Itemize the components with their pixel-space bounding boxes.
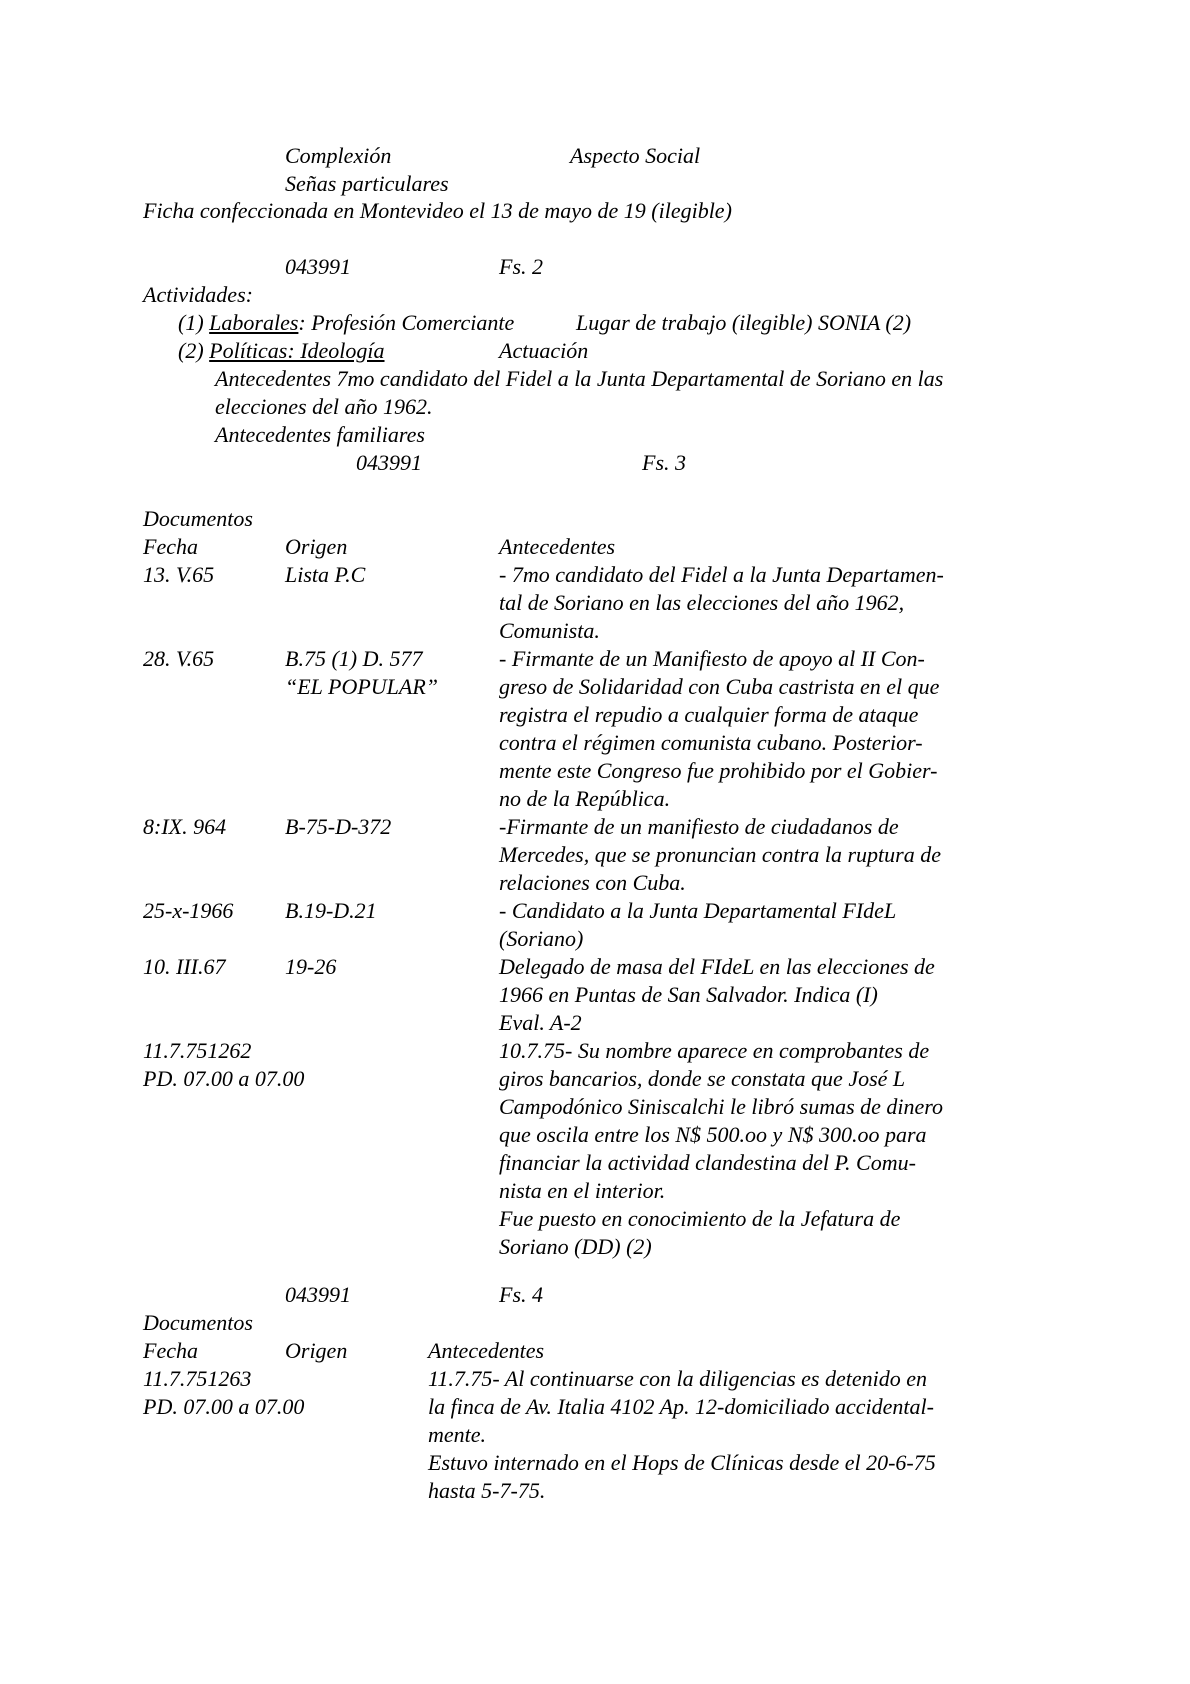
file-number: 043991 xyxy=(285,1282,351,1307)
record-text-line: la finca de Av. Italia 4102 Ap. 12-domiciliado accidental- xyxy=(428,1394,934,1419)
column-header-origin: Origen xyxy=(285,1338,348,1363)
record-origin: 19-26 xyxy=(285,954,337,979)
record-text-line: que oscila entre los N$ 500.oo y N$ 300.oo para xyxy=(499,1122,927,1147)
record-text-line: - Firmante de un Manifiesto de apoyo al II Con- xyxy=(499,646,925,671)
column-header-date: Fecha xyxy=(143,534,198,559)
record-text-line: 1966 en Puntas de San Salvador. Indica (I) xyxy=(499,982,878,1007)
record-origin: Lista P.C xyxy=(285,562,366,587)
record-text-line: Comunista. xyxy=(499,618,600,643)
antecedentes-line: Antecedentes 7mo candidato del Fidel a la Junta Departamental de Soriano en las xyxy=(215,366,944,391)
record-text-line: mente. xyxy=(428,1422,487,1447)
record-text-line: Fue puesto en conocimiento de la Jefatura de xyxy=(499,1206,901,1231)
record-date: 25-x-1966 xyxy=(143,898,234,923)
record-date: 13. V.65 xyxy=(143,562,215,587)
family-antecedentes-label: Antecedentes familiares xyxy=(215,422,425,447)
record-text-line: giros bancarios, donde se constata que José L xyxy=(499,1066,906,1091)
file-number: 043991 xyxy=(356,450,422,475)
record-origin: B.19-D.21 xyxy=(285,898,377,923)
antecedentes-line: elecciones del año 1962. xyxy=(215,394,433,419)
record-date: PD. 07.00 a 07.00 xyxy=(143,1394,305,1419)
file-number: 043991 xyxy=(285,254,351,279)
work-number: (1) xyxy=(178,310,204,335)
record-text-line: 10.7.75- Su nombre aparece en comprobantes de xyxy=(499,1038,930,1063)
record-origin: B-75-D-372 xyxy=(285,814,392,839)
record-text-line: (Soriano) xyxy=(499,926,584,951)
column-header-origin: Origen xyxy=(285,534,348,559)
record-date: PD. 07.00 a 07.00 xyxy=(143,1066,305,1091)
record-text-line: Eval. A-2 xyxy=(499,1010,582,1035)
workplace-label: Lugar de trabajo (ilegible) SONIA (2) xyxy=(576,310,912,335)
activities-label: Actividades: xyxy=(143,282,253,307)
record-text-line: financiar la actividad clandestina del P. Comu- xyxy=(499,1150,916,1175)
documents-heading: Documentos xyxy=(143,506,253,531)
documents-heading: Documentos xyxy=(143,1310,253,1335)
record-text-line: mente este Congreso fue prohibido por el Gobier- xyxy=(499,758,938,783)
record-text-line: nista en el interior. xyxy=(499,1178,666,1203)
complexion-label: Complexión xyxy=(285,143,392,168)
political-number: (2) xyxy=(178,338,204,363)
record-origin: B.75 (1) D. 577 xyxy=(285,646,423,671)
column-header-background: Antecedentes xyxy=(428,1338,545,1363)
record-text-line: Delegado de masa del FIdeL en las elecciones de xyxy=(499,954,935,979)
work-text: : Profesión Comerciante xyxy=(298,310,515,335)
record-text-line: hasta 5-7-75. xyxy=(428,1478,546,1503)
record-text-line: Mercedes, que se pronuncian contra la ruptura de xyxy=(499,842,941,867)
actuacion-label: Actuación xyxy=(499,338,589,363)
column-header-background: Antecedentes xyxy=(499,534,616,559)
record-origin: “EL POPULAR” xyxy=(285,674,439,699)
card-made-line: Ficha confeccionada en Montevideo el 13 de mayo de 19 (ilegible) xyxy=(143,198,732,223)
record-date: 10. III.67 xyxy=(143,954,226,979)
political-activity-line xyxy=(178,337,385,365)
record-text-line: registra el repudio a cualquier forma de ataque xyxy=(499,702,919,727)
work-label: Laborales xyxy=(209,310,299,335)
record-text-line: 11.7.75- Al continuarse con la diligencias es detenido en xyxy=(428,1366,927,1391)
social-aspect-label: Aspecto Social xyxy=(570,143,701,168)
record-date: 11.7.751262 xyxy=(143,1038,252,1063)
marks-label: Señas particulares xyxy=(285,171,449,196)
record-text-line: - Candidato a la Junta Departamental FIdeL xyxy=(499,898,897,923)
folio-label: Fs. 2 xyxy=(499,254,543,279)
record-text-line: no de la República. xyxy=(499,786,671,811)
record-date: 11.7.751263 xyxy=(143,1366,252,1391)
record-text-line: Estuvo internado en el Hops de Clínicas desde el 20-6-75 xyxy=(428,1450,936,1475)
record-date: 28. V.65 xyxy=(143,646,215,671)
record-text-line: greso de Solidaridad con Cuba castrista en el que xyxy=(499,674,940,699)
record-text-line: contra el régimen comunista cubano. Posterior- xyxy=(499,730,923,755)
folio-label: Fs. 4 xyxy=(499,1282,543,1307)
political-label: Políticas: Ideología xyxy=(209,338,385,363)
record-text-line: -Firmante de un manifiesto de ciudadanos de xyxy=(499,814,899,839)
folio-label: Fs. 3 xyxy=(642,450,686,475)
record-text-line: Soriano (DD) (2) xyxy=(499,1234,652,1259)
record-text-line: - 7mo candidato del Fidel a la Junta Departamen- xyxy=(499,562,944,587)
record-text-line: Campodónico Siniscalchi le libró sumas de dinero xyxy=(499,1094,944,1119)
record-date: 8:IX. 964 xyxy=(143,814,227,839)
work-activity-line xyxy=(178,309,514,337)
record-text-line: tal de Soriano en las elecciones del año 1962, xyxy=(499,590,905,615)
record-text-line: relaciones con Cuba. xyxy=(499,870,686,895)
column-header-date: Fecha xyxy=(143,1338,198,1363)
